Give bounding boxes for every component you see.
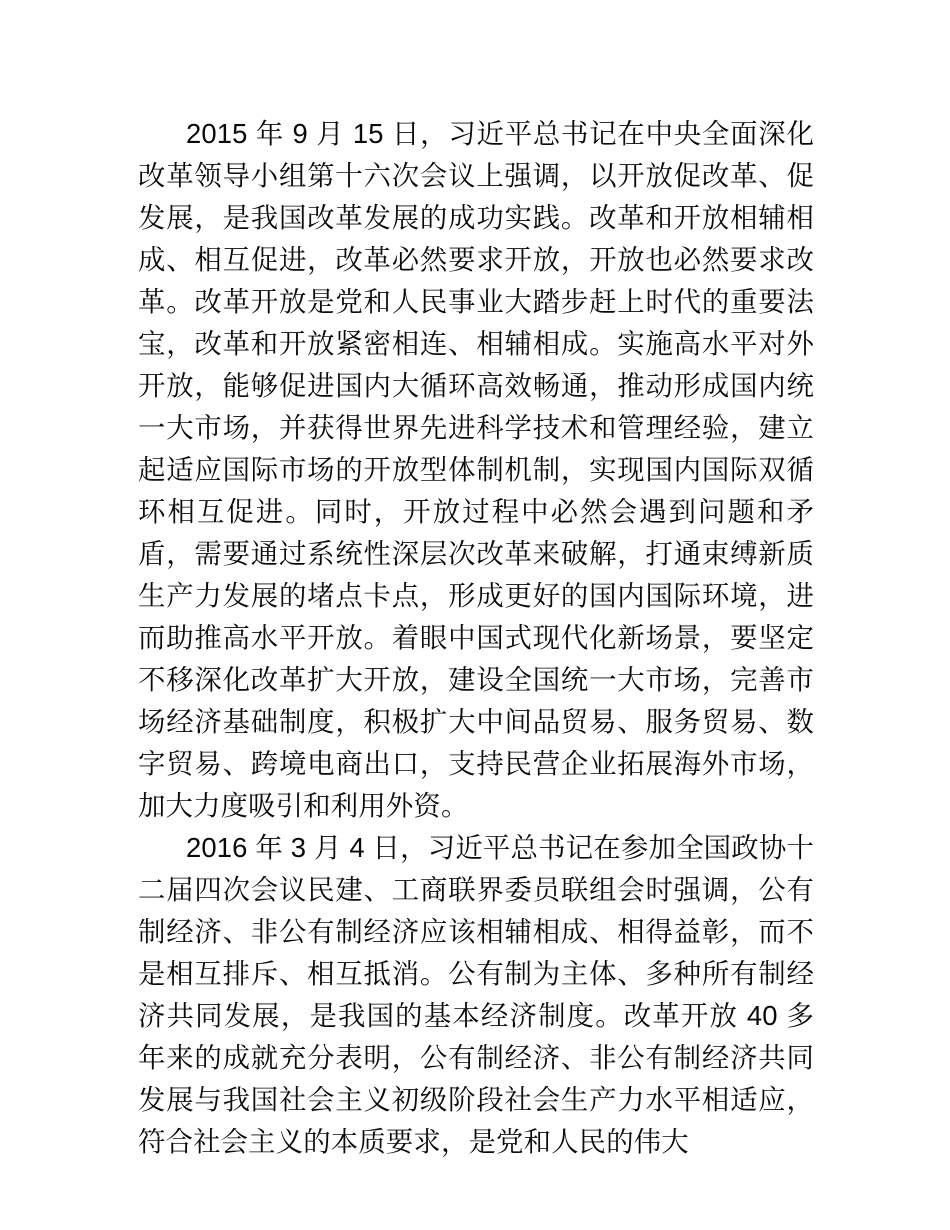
document-text-column <box>138 113 814 1163</box>
body-paragraph-1: 2015 年 9 月 15 日，习近平总书记在中央全面深化改革领导小组第十六次会议上强调，以开放促改革、促发展，是我国改革发展的成功实践。改革和开放相辅相成、相互促进，改革必然要求开放，开放也必然要求改革。改革开放是党和人民事业大踏步赶上时代的重要法宝，改革和开放紧密相连、相辅相成。实施高水平对外开放，能够促进国内大循环高效畅通，推动形成国内统一大市场，并获得世界先进科学技术和管理经验，建立起适应国际市场的开放型体制机制，实现国内国际双循环相互促进。同时，开放过程中必然会遇到问题和矛盾，需要通过系统性深层次改革来破解，打通束缚新质生产力发展的堵点卡点，形成更好的国内国际环境，进而助推高水平开放。着眼中国式现代化新场景，要坚定不移深化改革扩大开放，建设全国统一大市场，完善市场经济基础制度，积极扩大中间品贸易、服务贸易、数字贸易、跨境电商出口，支持民营企业拓展海外市场，加大力度吸引和利用外资。 <box>138 118 814 821</box>
body-paragraph-2: 2016 年 3 月 4 日，习近平总书记在参加全国政协十二届四次会议民建、工商联界委员联组会时强调，公有制经济、非公有制经济应该相辅相成、相得益彰，而不是相互排斥、相互抵消。公有制为主体、多种所有制经济共同发展，是我国的基本经济制度。改革开放 40 多年来的成就充分表明，公有制经济、非公有制经济共同发展与我国社会主义初级阶段社会生产力水平相适应，符合社会主义的本质要求，是党和人民的伟大 <box>138 832 814 1157</box>
